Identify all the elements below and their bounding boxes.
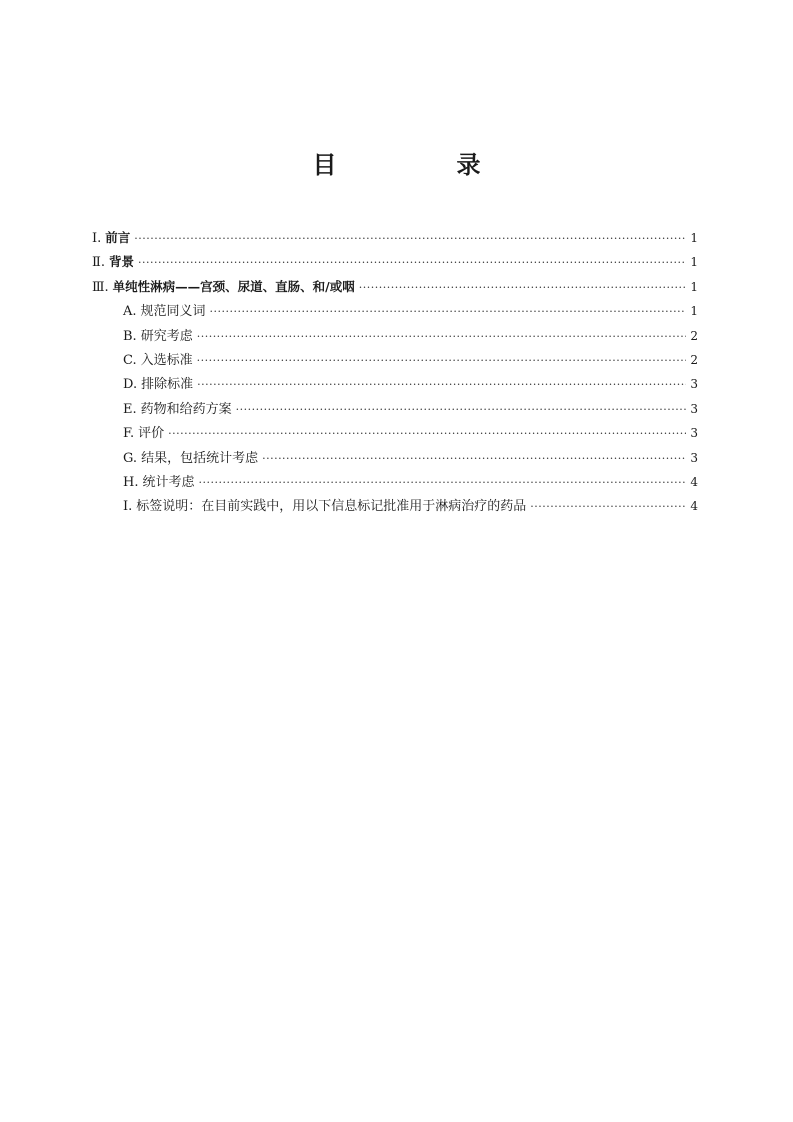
toc-entry-statistical-considerations[interactable] [92, 470, 698, 494]
toc-entry-page: 4 [690, 499, 698, 514]
toc-entry-page: 1 [690, 304, 698, 319]
toc-dot-leader [138, 251, 686, 275]
toc-entry-number: F. [123, 426, 135, 442]
page-title: 目 录 [312, 150, 529, 179]
toc-entry-label: 研究考虑 [140, 328, 193, 344]
toc-entry-page: 2 [690, 328, 698, 343]
toc-entry-page: 3 [690, 377, 698, 392]
toc-entry-label: 排除标准 [141, 377, 194, 393]
toc-entry-label: 结果，包括统计考虑 [141, 450, 259, 466]
toc-entry-label: 药物和给药方案 [140, 401, 232, 417]
toc-entry-background[interactable] [92, 250, 698, 274]
toc-dot-leader [197, 349, 686, 373]
toc-entry-label: 背景 [108, 254, 134, 270]
toc-dot-leader [262, 447, 686, 471]
toc-dot-leader [530, 495, 686, 519]
toc-dot-leader [236, 398, 686, 422]
toc-entry-page: 3 [690, 450, 698, 465]
toc-entry-label: 评价 [138, 426, 165, 442]
toc-entry-page: 1 [690, 255, 698, 270]
toc-entry-labeling[interactable] [92, 494, 698, 518]
toc-entry-study-considerations[interactable] [92, 324, 698, 348]
table-of-contents [92, 226, 698, 519]
toc-entry-exclusion-criteria[interactable] [92, 372, 698, 396]
toc-dot-leader [359, 276, 686, 300]
toc-entry-label: 规范同义词 [140, 304, 206, 320]
toc-dot-leader [168, 422, 686, 446]
toc-entry-label: 入选标准 [140, 352, 193, 368]
toc-entry-number: I. [123, 499, 133, 515]
toc-entry-number: B. [123, 328, 137, 344]
toc-entry-page: 3 [690, 426, 698, 441]
toc-entry-results[interactable] [92, 446, 698, 470]
toc-entry-number: Ⅲ. [92, 279, 109, 295]
toc-entry-synonyms[interactable] [92, 299, 698, 323]
toc-entry-number: Ⅰ. [92, 231, 102, 246]
toc-dot-leader [197, 325, 686, 349]
toc-entry-number: C. [123, 352, 137, 368]
toc-entry-drugs-dosing[interactable] [92, 397, 698, 421]
toc-entry-page: 3 [690, 401, 698, 416]
toc-entry-page: 1 [690, 279, 698, 294]
toc-entry-page: 4 [690, 474, 698, 489]
toc-dot-leader [199, 471, 687, 495]
toc-entry-page: 1 [690, 231, 698, 245]
toc-dot-leader [134, 227, 686, 251]
toc-dot-leader [197, 373, 686, 397]
toc-entry-number: A. [123, 304, 137, 320]
toc-entry-label: 单纯性淋病——宫颈、尿道、直肠、和/或咽 [112, 278, 355, 294]
toc-dot-leader [210, 300, 686, 324]
toc-entry-evaluation[interactable] [92, 421, 698, 445]
toc-entry-preface[interactable] [92, 226, 698, 250]
toc-entry-number: D. [123, 377, 138, 393]
toc-entry-label: 标签说明：在目前实践中，用以下信息标记批准用于淋病治疗的药品 [136, 499, 527, 515]
toc-entry-number: Ⅱ. [92, 255, 105, 271]
toc-entry-number: H. [123, 474, 139, 490]
toc-entry-inclusion-criteria[interactable] [92, 348, 698, 372]
toc-entry-page: 2 [690, 352, 698, 367]
toc-entry-number: E. [123, 401, 137, 417]
toc-entry-label: 前言 [105, 230, 131, 245]
toc-entry-label: 统计考虑 [142, 474, 195, 490]
toc-entry-number: G. [123, 450, 138, 466]
toc-entry-gonorrhea[interactable] [92, 275, 698, 299]
